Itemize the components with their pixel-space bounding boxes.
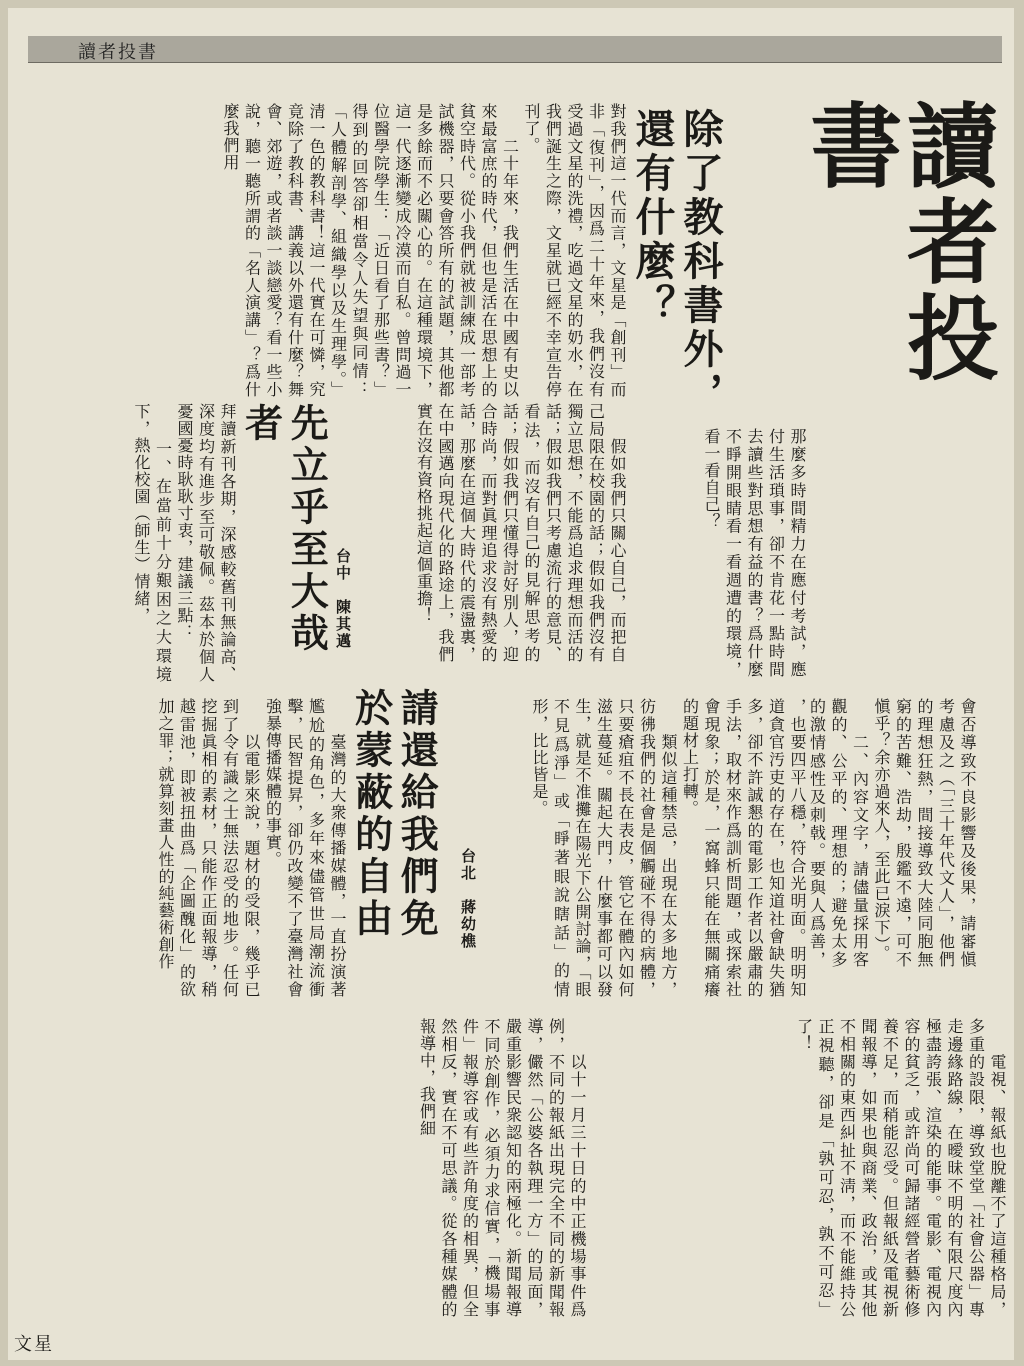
article-1-body-part-1: 對我們這一代而言，文星是「創刊」而非「復刊」，因爲二十年來，我們沒有受過文星的洗禮，吃過文星的奶水，在我們誕生之際，文星就已經不幸宣告停刊了。 二十年來，我們生活在中國有史以來最富庶的時代，但也是活在思想上的貧空時代。從小我們就被訓練成一部考試機器，只要會答所有的試題，其他都是多餘而不必關心的。在這種環境下，這一代逐漸變成冷漠而自私。曾問過一位醫學院學生：「近日看了那些書？」得到的回答卻相當令人失望與同情：「人體解剖學、組織學以及生理學。」清一色的教科書！這一代實在可憐，究竟除了教科書、講義以外還有什麼？舞會、郊遊，或者談一談戀愛？看一些小說，聽一聽所謂的「名人演講」？爲什麼我們用 (221, 103, 627, 398)
article-title-1: 除了教科書外，還有什麼？ (629, 108, 724, 416)
article-2-body-part-1: 拜讀新刊各期，深感較舊刊無論高、深度均有進步至可敬佩。茲本於個人憂國憂時耿耿寸衷，建議三點： 一、在當前十分艱困之大環境下，熱化校園（師生）情緒， (132, 403, 237, 683)
article-title-2: 先立乎至大哉者 (238, 403, 330, 655)
byline-3: 台北 蔣幼樵 (459, 848, 477, 950)
article-3-body-part-3: 電視、報紙也脫離不了這種格局，多重的設限，導致堂堂「社會公器」專走邊緣路線，在曖昧不明的有限尺度內極盡誇張、渲染的能事。電影、電視內容的貧乏，或許尚可歸諸經營者藝術修養不足，而稍能忍受。但報紙及電視新聞報導，如果也與商業、政治，或其他不相關的東西糾扯不淸，而不能維持公正視聽，卻是「孰可忍，孰不可忍」了！ (794, 1018, 1007, 1318)
page-title: 讀者投書 (795, 98, 1000, 386)
article-title-3: 請還給我們免於蒙蔽的自由 (348, 688, 440, 940)
section-header-bar (28, 36, 1002, 63)
section-header-label: 讀者投書 (78, 42, 158, 63)
article-3-body-part-2: ，也要四平八穩，符合光明面。明明知道貪官汚吏的存在，也知道社會缺失猶多，卻不許誠懇的電影工作者以嚴肅的手法，取材來作爲訓析問題，或探索社會現象；於是，一窩蜂只能在無關痛癢的題材上打轉。 類似這種禁忌，出現在太多地方，彷彿我們的社會是個觸碰不得的病體，只要瘡疽不長在表皮，管它在體內如何滋生蔓延。關起大門，什麼事都可以發生，就是不准攤在陽光下公開討論，「眼不見爲淨」或「睜著眼說瞎話」的情形，比比皆是。 (530, 698, 807, 998)
article-1-body-part-2: 那麼多時間精力在應付考試，應付生活瑣事，卻不肯花一點時間去讀些對思想有益的書？爲什麼不睜開眼睛看一看週遭的環境，看一看自己？ (702, 428, 807, 678)
article-2-body-part-2: 會否導致不良影響及後果，請審愼考慮及之（「三十年代文人」，他們的理想狂熱，間接導致大陸同胞無窮的苦難、浩劫，殷鑑不遠，可不愼乎？余亦過來人，至此已淚下）。 二、內容文字，請儘量採用客觀的、公平的、理想的；避免太多的激情感性及刺戟。要與人爲善， (808, 698, 977, 968)
article-3-body-part-1: 臺灣的大衆傳播媒體，一直扮演著尷尬的角色，多年來儘管世局潮流衝擊，民智提昇，卻仍改變不了臺灣社會強暴傳播媒體的事實。 以電影來說，題材的受限，幾乎已到了令有識之士無法忍受的地步。任何挖掘眞相的素材，只能作正面報導，稍越雷池，即被扭曲爲「企圖醜化」的欲加之罪；就算刻畫人性的純藝術創作 (156, 698, 347, 998)
page-footer: 文星 (14, 1334, 54, 1355)
article-3-body-part-4: 以十一月三十日的中正機場事件爲例，不同的報紙出現完全不同的新聞報導，儼然「公婆各執理一方」的局面，嚴重影響民衆認知的兩極化。新聞報導不同於創作，必須力求信實，「機場事件」報導容或有些許角度的相異，但全然相反，實在不可思議。從各種媒體的報導中，我們細 (417, 1018, 587, 1318)
magazine-page (8, 8, 1014, 1360)
article-1-body-part-3: 假如我們只關心自己，而把自己局限在校園的話；假如我們沒有獨立思想，不能爲追求理想而活的話；假如我們只考慮流行的意見、看法，而沒有自己的見解思考的話；假如我們只懂得討好別人，迎合時尚，而對眞理追求沒有熱愛的話，那麼在這個大時代的震盪裏，在中國邁向現代化的路途上，我們實在沒有資格挑起這個重擔！ (414, 403, 627, 663)
byline-1: 台中 陳其邁 (334, 548, 352, 650)
